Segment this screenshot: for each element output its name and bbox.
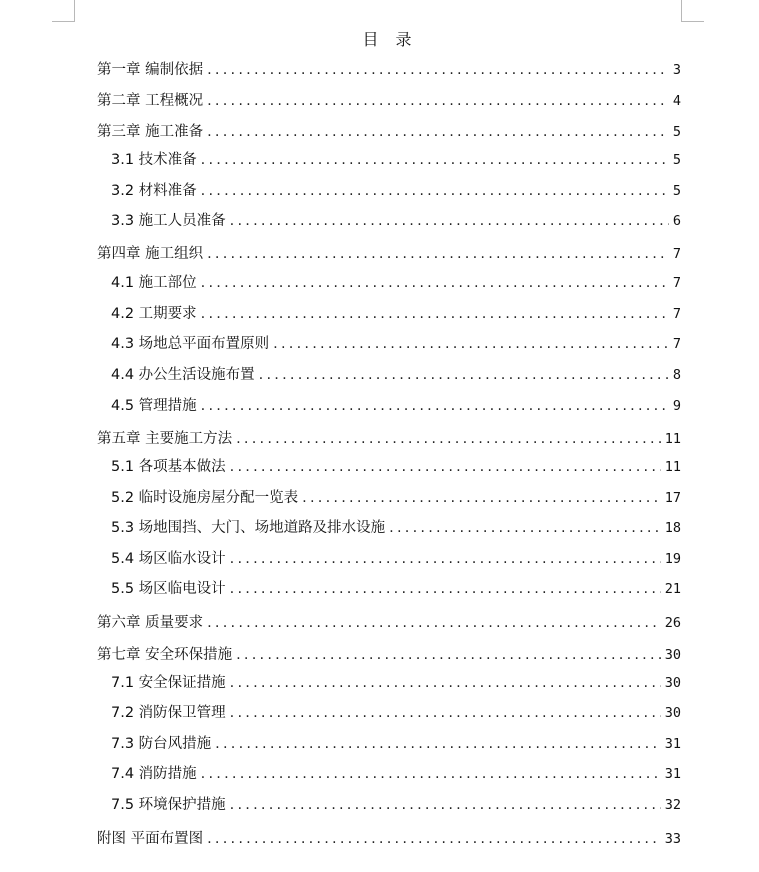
crop-mark-top-left-horizontal — [52, 21, 75, 22]
toc-entry-page-number: 5 — [672, 124, 681, 140]
toc-leader-dots — [207, 829, 661, 849]
toc-entry-label: 3.2 材料准备 — [111, 183, 197, 199]
toc-leader-dots — [201, 150, 669, 170]
toc-entry-page-number: 30 — [664, 675, 681, 691]
toc-entry-label: 第一章 编制依据 — [97, 62, 204, 78]
toc-entry-page-number: 5 — [672, 183, 681, 199]
toc-leader-dots — [201, 273, 669, 293]
toc-entry-label: 3.3 施工人员准备 — [111, 213, 226, 229]
toc-entry-page-number: 9 — [672, 398, 681, 414]
toc-entry-label: 第七章 安全环保措施 — [97, 647, 233, 663]
toc-entry[interactable] — [97, 60, 681, 80]
crop-mark-top-right-horizontal — [681, 21, 704, 22]
toc-leader-dots — [230, 457, 661, 477]
toc-entry-label: 7.1 安全保证措施 — [111, 675, 226, 691]
toc-entry[interactable] — [111, 457, 681, 477]
toc-leader-dots — [230, 673, 661, 693]
toc-leader-dots — [273, 334, 669, 354]
toc-entry[interactable] — [111, 703, 681, 723]
toc-entry-label: 3.1 技术准备 — [111, 152, 197, 168]
toc-leader-dots — [236, 645, 661, 665]
toc-entry-label: 5.4 场区临水设计 — [111, 551, 226, 567]
toc-leader-dots — [215, 734, 661, 754]
toc-entry-label: 4.2 工期要求 — [111, 306, 197, 322]
toc-leader-dots — [207, 122, 669, 142]
toc-entry-label: 4.4 办公生活设施布置 — [111, 367, 255, 383]
toc-entry[interactable] — [111, 334, 681, 354]
toc-entry-page-number: 5 — [672, 152, 681, 168]
toc-entry-page-number: 30 — [664, 705, 681, 721]
toc-entry-page-number: 21 — [664, 581, 681, 597]
toc-leader-dots — [201, 181, 669, 201]
toc-entry-page-number: 11 — [664, 459, 681, 475]
toc-entry-label: 7.4 消防措施 — [111, 766, 197, 782]
toc-entry-label: 第六章 质量要求 — [97, 615, 204, 631]
toc-entry-page-number: 33 — [664, 831, 681, 847]
toc-entry-page-number: 18 — [664, 520, 681, 536]
toc-entry-page-number: 19 — [664, 551, 681, 567]
toc-leader-dots — [207, 613, 661, 633]
toc-entry-page-number: 11 — [664, 431, 681, 447]
toc-entry[interactable] — [111, 181, 681, 201]
toc-entry-label: 5.2 临时设施房屋分配一览表 — [111, 490, 299, 506]
toc-entry-page-number: 31 — [664, 736, 681, 752]
toc-entry[interactable] — [111, 150, 681, 170]
toc-entry[interactable] — [97, 244, 681, 264]
toc-entry-label: 附图 平面布置图 — [97, 831, 204, 847]
toc-entry[interactable] — [111, 549, 681, 569]
crop-mark-top-left-vertical — [74, 0, 75, 22]
toc-entry-label: 第五章 主要施工方法 — [97, 431, 233, 447]
toc-entry[interactable] — [111, 273, 681, 293]
toc-entry-page-number: 7 — [672, 336, 681, 352]
toc-leader-dots — [230, 549, 661, 569]
toc-entry[interactable] — [111, 795, 681, 815]
toc-entry[interactable] — [111, 734, 681, 754]
toc-leader-dots — [207, 60, 669, 80]
toc-entry[interactable] — [111, 488, 681, 508]
toc-entry-label: 第三章 施工准备 — [97, 124, 204, 140]
toc-entry[interactable] — [97, 91, 681, 111]
toc-leader-dots — [259, 365, 669, 385]
toc-entry-page-number: 30 — [664, 647, 681, 663]
toc-entry[interactable] — [111, 396, 681, 416]
toc-entry-page-number: 6 — [672, 213, 681, 229]
toc-entry-label: 第二章 工程概况 — [97, 93, 204, 109]
toc-entry[interactable] — [111, 211, 681, 231]
toc-leader-dots — [236, 429, 661, 449]
toc-entry[interactable] — [97, 613, 681, 633]
toc-leader-dots — [201, 304, 669, 324]
crop-mark-top-right-vertical — [681, 0, 682, 22]
toc-leader-dots — [207, 244, 669, 264]
toc-entry-page-number: 7 — [672, 275, 681, 291]
toc-entry-label: 7.2 消防保卫管理 — [111, 705, 226, 721]
toc-leader-dots — [201, 396, 669, 416]
toc-entry-label: 4.3 场地总平面布置原则 — [111, 336, 270, 352]
toc-entry[interactable] — [111, 673, 681, 693]
toc-entry-page-number: 31 — [664, 766, 681, 782]
toc-entry-label: 5.5 场区临电设计 — [111, 581, 226, 597]
toc-entry-label: 5.1 各项基本做法 — [111, 459, 226, 475]
toc-entry-page-number: 17 — [664, 490, 681, 506]
toc-entry-page-number: 26 — [664, 615, 681, 631]
toc-entry-label: 5.3 场地围挡、大门、场地道路及排水设施 — [111, 520, 386, 536]
toc-entry-page-number: 7 — [672, 246, 681, 262]
toc-leader-dots — [201, 764, 661, 784]
toc-leader-dots — [230, 795, 661, 815]
toc-entry-label: 4.5 管理措施 — [111, 398, 197, 414]
toc-entry-label: 第四章 施工组织 — [97, 246, 204, 262]
toc-entry-label: 7.5 环境保护措施 — [111, 797, 226, 813]
toc-entry[interactable] — [111, 518, 681, 538]
toc-entry-label: 7.3 防台风措施 — [111, 736, 212, 752]
toc-entry-page-number: 7 — [672, 306, 681, 322]
toc-title: 目 录 — [362, 30, 418, 49]
toc-leader-dots — [230, 703, 661, 723]
toc-entry[interactable] — [97, 122, 681, 142]
toc-entry[interactable] — [111, 304, 681, 324]
toc-leader-dots — [389, 518, 661, 538]
toc-entry[interactable] — [97, 429, 681, 449]
toc-entry[interactable] — [111, 365, 681, 385]
toc-leader-dots — [230, 211, 669, 231]
toc-entry[interactable] — [97, 829, 681, 849]
toc-entry-page-number: 32 — [664, 797, 681, 813]
toc-entry-label: 4.1 施工部位 — [111, 275, 197, 291]
toc-leader-dots — [302, 488, 661, 508]
toc-entry-page-number: 4 — [672, 93, 681, 109]
toc-entry[interactable] — [97, 645, 681, 665]
toc-entry[interactable] — [111, 764, 681, 784]
toc-leader-dots — [230, 579, 661, 599]
toc-entry-page-number: 3 — [672, 62, 681, 78]
toc-entry[interactable] — [111, 579, 681, 599]
toc-leader-dots — [207, 91, 669, 111]
toc-entry-page-number: 8 — [672, 367, 681, 383]
